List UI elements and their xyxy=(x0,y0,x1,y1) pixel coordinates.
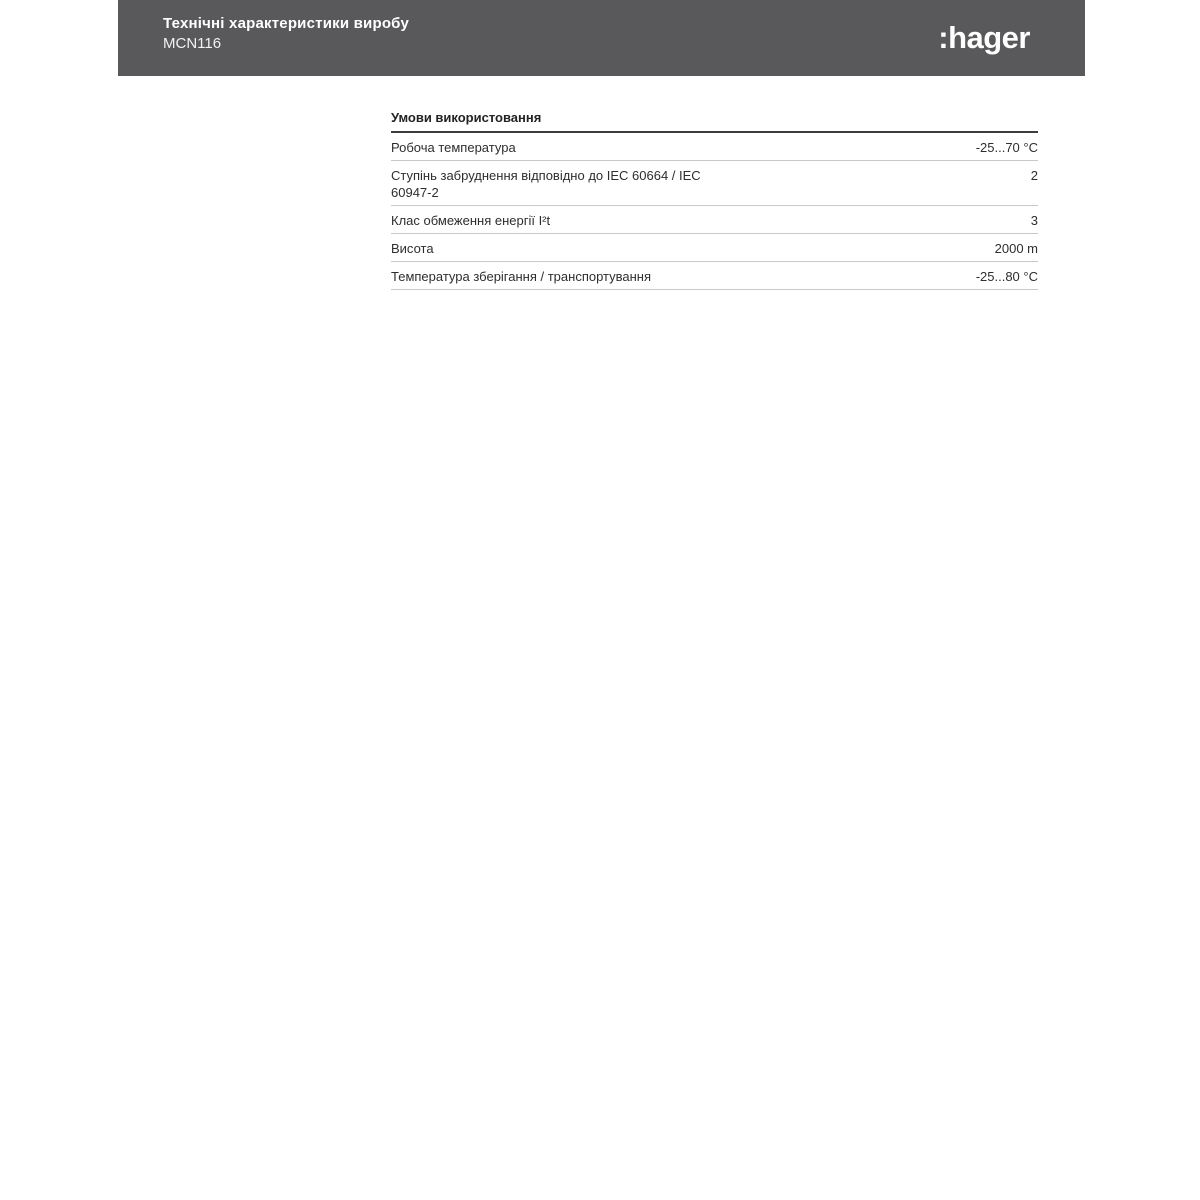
spec-label: Температура зберігання / транспортування xyxy=(391,269,652,284)
table-row xyxy=(391,262,1038,290)
table-row xyxy=(391,133,1038,161)
table-row xyxy=(391,161,1038,206)
spec-table xyxy=(391,110,1038,290)
table-row xyxy=(391,206,1038,234)
spec-value: 2 xyxy=(1030,168,1038,183)
spec-value: 3 xyxy=(1030,213,1038,228)
spec-label: Клас обмеження енергії I²t xyxy=(391,213,551,228)
header-text-block xyxy=(118,0,409,54)
spec-label: Ступінь забруднення відповідно до IEC 60664 / IEC 60947-2 xyxy=(391,168,701,200)
product-code: MCN116 xyxy=(163,35,222,52)
spec-label: Висота xyxy=(391,241,434,256)
table-row xyxy=(391,234,1038,262)
page-title: Технічні характеристики виробу xyxy=(163,15,409,32)
spec-value: -25...80 °C xyxy=(975,269,1038,284)
spec-value: 2000 m xyxy=(994,241,1038,256)
spec-value: -25...70 °C xyxy=(975,140,1038,155)
spec-label: Робоча температура xyxy=(391,140,516,155)
hager-logo: :hager xyxy=(938,20,1030,55)
header-bar xyxy=(118,0,1085,76)
section-title: Умови використовання xyxy=(391,110,1038,133)
